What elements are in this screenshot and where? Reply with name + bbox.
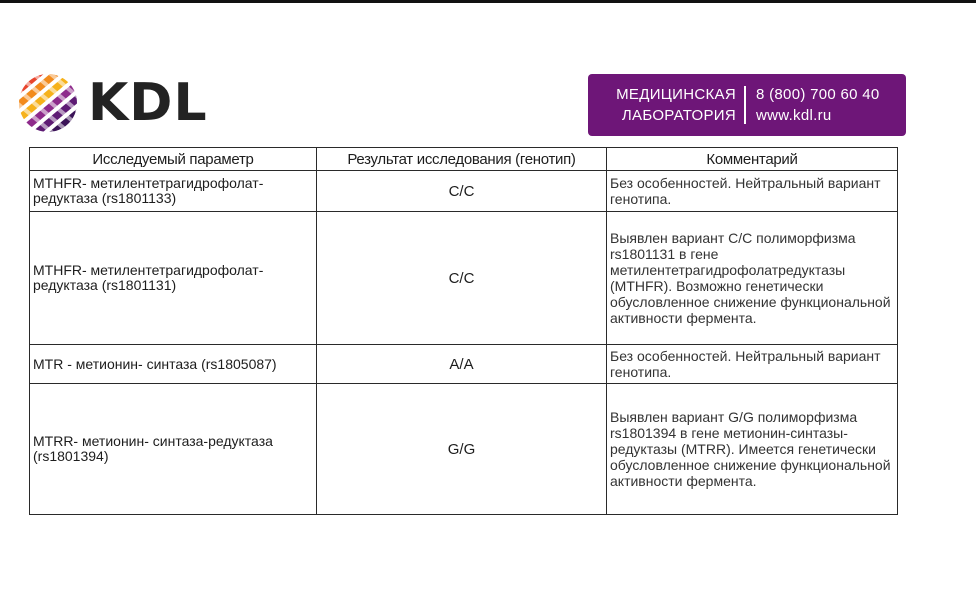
parameter-cell: MTHFR- метилентетрагидрофолат-редуктаза (rs1801133) [30,171,317,212]
table-row [30,345,898,384]
parameter-cell: MTHFR- метилентетрагидрофолат-редуктаза (rs1801131) [30,212,317,345]
genotype-cell: G/G [317,384,607,515]
parameter-cell: MTRR- метионин- синтаза-редуктаза (rs1801394) [30,384,317,515]
banner-website[interactable]: www.kdl.ru [756,107,832,124]
genotype-cell: C/C [317,212,607,345]
comment-cell: Выявлен вариант C/C полиморфизма rs1801131 в гене метилентетрагидрофолатредуктазы (MTHFR). Возможно генетически обусловленное снижение функциональной активности фермента. [607,212,898,345]
header-comment: Комментарий [607,148,898,171]
banner-line1: МЕДИЦИНСКАЯ [616,86,736,103]
table-header-row [30,148,898,171]
banner-line2: ЛАБОРАТОРИЯ [621,107,736,124]
header-parameter: Исследуемый параметр [30,148,317,171]
lab-contact-banner [588,74,906,136]
kdl-logo-icon [18,73,78,133]
top-border [0,0,976,3]
comment-cell: Без особенностей. Нейтральный вариант генотипа. [607,345,898,384]
banner-contacts [746,84,880,126]
logo-wordmark: KDL [88,73,208,133]
banner-phone[interactable]: 8 (800) 700 60 40 [756,86,880,103]
comment-cell: Выявлен вариант G/G полиморфизма rs1801394 в гене метионин-синтазы-редуктазы (MTRR). Имеется генетически обусловленное снижение функциональной активности фермента. [607,384,898,515]
genotype-cell: C/C [317,171,607,212]
genotype-cell: A/A [317,345,607,384]
header-result: Результат исследования (генотип) [317,148,607,171]
table-row [30,384,898,515]
parameter-cell: MTR - метионин- синтаза (rs1805087) [30,345,317,384]
banner-lab-name [588,84,744,126]
comment-cell: Без особенностей. Нейтральный вариант генотипа. [607,171,898,212]
table-row [30,212,898,345]
genotype-results-table [29,147,898,515]
table-row [30,171,898,212]
kdl-logo [18,72,208,134]
